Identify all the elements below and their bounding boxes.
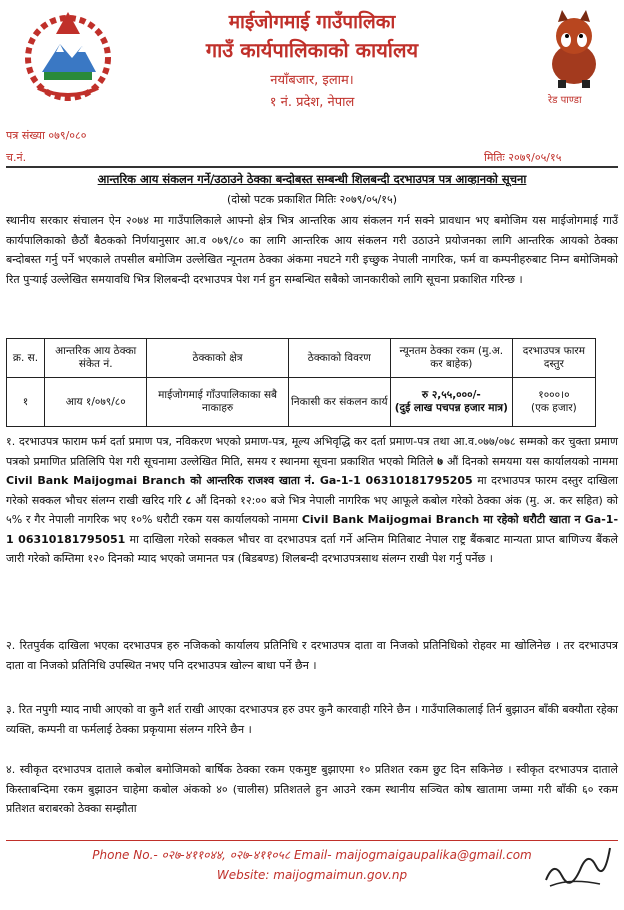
signature-image [540, 830, 616, 894]
amount-figure: रु २,५५,०००/- [421, 389, 481, 401]
footer-divider [6, 840, 618, 841]
notice-intro: स्थानीय सरकार संचालन ऐन २०७४ मा गाउँपालिकाले आफ्नो क्षेत्र भित्र आन्तरिक आय संकलन गर्न सक्ने प्रावधान भए बमोजिम यस माईजोगमाई गाउँ कार्यपालिकाको छैठौं बैठकको निर्णयानुसार आ.व ०७९/८० का लागि आन्तरिक आय संकलन गरी उठाउने प्रयोजनका लागि आन्तरिक आयको ठेक्का बन्दोबस्त गर्नु पर्ने भएकाले तपसील बमोजिम उल्लेखित न्यूनतम ठेक्का अंकमा नघटने गरी इच्छुक नेपाली नागरिक, फर्म वा कम्पनीहरुबाट निम्न बमोजिमको रित पुऱ्याई उल्लेखित समयावधि भित्र शिलबन्दी दरभाउपत्र पेश गर्न हुन सम्बन्धित सबैको जानकारीको लागि सूचना प्रकाशित गरिन्छ । [6, 214, 618, 286]
cell-amount [390, 378, 512, 427]
red-panda-label: रेड पाण्डा [548, 95, 582, 106]
header-divider [6, 166, 618, 168]
cell-fee [512, 378, 595, 427]
col-header-code: आन्तरिक आय ठेक्का संकेत नं. [45, 339, 147, 378]
table-header-row [7, 339, 596, 378]
footer-contact: Phone No.- ०२७-४११०४४, ०२७-४११०५८ Email- maijogmaigaupalika@gmail.com [92, 848, 532, 862]
point-1-text-e: मा दाखिला गरेको सक्कल भौचर वा दरभाउपत्र दर्ता गर्ने अन्तिम मितिबाट नेपाल राष्ट्र बैंकबाट मान्यता प्राप्त बाणिज्य बैंकले जारी गरेको कम्तिमा १२० दिनको म्याद भएको जमानत पत्र (बिडबण्ड) शिलबन्दी दरभाउपत्रसाथ संलग्न राखी पेश गर्नु पर्नेछ । [6, 532, 619, 565]
point-1-days-2: ८ [185, 493, 192, 507]
col-header-amount: न्यूनतम ठेक्का रकम (मु.अ. कर बाहेक) [390, 339, 512, 378]
point-4: ४. स्वीकृत दरभाउपत्र दाताले कबोल बमोजिमको बार्षिक ठेक्का रकम एकमुष्ट बुझाएमा १० प्रतिशत रकम छुट दिन सकिनेछ । स्वीकृत दरभाउपत्र दाताले किस्ताबन्दिमा रकम बुझाउन चाहेमा कबोल अंकको ४० (चालीस) प्रतिशतले हुन आउने रकम स्थानीय सञ्चित कोष खातामा जम्मा गरी बाँकी ६० रकम प्रतिशत बराबरको ठेक्का सम्झौता [6, 763, 618, 815]
cell-area: माईजोगमाई गाँउपालिकाका सबै नाकाहरु [147, 378, 288, 427]
point-1-days: ७ [437, 454, 444, 468]
point-3: ३. रित नपुगी म्याद नाघी आएको वा कुनै शर्त राखी आएका दरभाउपत्र हरु उपर कुनै कारवाही गरिने छैन । गाउँपालिकालाई तिर्न बुझाउन बाँकी बक्यौता रहेका व्यक्ति, कम्पनी वा फर्मलाई ठेक्का प्रकृयामा संलग्न गरिने छैन । [6, 703, 618, 736]
point-1-deposit-account: Civil Bank Maijogmai Branch मा रहेको धरौटी खाता न Ga-1-1 06310181795051 [6, 513, 619, 546]
col-header-description: ठेक्काको विवरण [288, 339, 390, 378]
point-1-bank-account: Civil Bank Maijogmai Branch को आन्तरिक राजश्व खाता नं. Ga-1-1 06310181795205 [6, 474, 473, 487]
notice-title: आन्तरिक आय संकलन गर्ने/उठाउने ठेक्का बन्दोबस्त सम्बन्धी शिलबन्दी दरभाउपत्र पत्र आव्हानको सूचना [97, 172, 527, 186]
table-row [7, 378, 596, 427]
office-name: गाउँ कार्यपालिकाको कार्यालय [205, 38, 419, 62]
contract-table [6, 338, 596, 427]
point-1-text-b: औं दिनको समयमा यस कार्यालयको नाममा [446, 454, 619, 468]
cell-description: निकासी कर संकलन कार्य [288, 378, 390, 427]
col-header-area: ठेक्काको क्षेत्र [147, 339, 288, 378]
point-1-text-c: मा दरभाउपत्र फारम दस्तुर दाखिला गरेको सक्कल भौचर संलग्न राखी खरिद गरि [6, 474, 619, 507]
cell-code: आय १/०७९/८० [45, 378, 147, 427]
point-2: २. रितपुर्वक दाखिला भएका दरभाउपत्र हरु नजिकको कार्यालय प्रतिनिधि र दरभाउपत्र दाता वा निजको प्रतिनिधिको रोहवर मा खोलिनेछ । तर दरभाउपत्र दाता वा निजको प्रतिनिधि उपस्थित नभए पनि दरभाउपत्र खोल्न बाधा पर्ने छैन । [6, 639, 618, 672]
amount-words: (दुई लाख पचपन्न हजार मात्र) [394, 402, 508, 414]
point-1-text-a: १. दरभाउपत्र फाराम फर्म दर्ता प्रमाण पत्र, नविकरण भएको प्रमाण-पत्र, मूल्य अभिवृद्धि कर दर्ता प्रमाण-पत्र तथा आ.व.०७७/०७८ सम्मको कर चुक्ता प्रमाण पत्रको प्रमाणित प्रतिलिपि पेश गरी सूचनामा उल्लेखित मिति, समय र स्थानमा सूचना प्रकाशित भएको मितिले [6, 435, 618, 468]
point-1 [6, 432, 618, 569]
fee-figure: १०००।० [538, 389, 570, 401]
dispatch-number: च.नं. [6, 151, 27, 164]
fee-words: (एक हजार) [531, 402, 577, 414]
letter-date: मितिः २०७९/०५/१५ [484, 151, 562, 164]
letter-number: पत्र संख्या ०७९/०८० [6, 129, 87, 142]
municipality-name: माईजोगमाई गाउँपालिका [228, 11, 396, 33]
office-address: नयाँबजार, इलाम। [270, 73, 354, 88]
province-line: १ नं. प्रदेश, नेपाल [269, 95, 355, 110]
notice-subtitle: (दोस्रो पटक प्रकाशित मितिः २०७९/०५/१५) [227, 193, 397, 206]
cell-sn: १ [7, 378, 45, 427]
point-1-text-d: औं दिनको १२:०० बजे भित्र नेपाली नागरिक भए आफूले कबोल गरेको ठेक्का अंक (मु. अ. कर सहित) को ५% र गैर नेपाली नागरिक भए १०% धरौटी रकम यस कार्यालयको नाममा [6, 493, 618, 526]
col-header-fee: दरभाउपत्र फारम दस्तुर [512, 339, 595, 378]
col-header-sn: क्र. स. [7, 339, 45, 378]
footer-website: Website: maijogmaimun.gov.np [216, 868, 408, 882]
